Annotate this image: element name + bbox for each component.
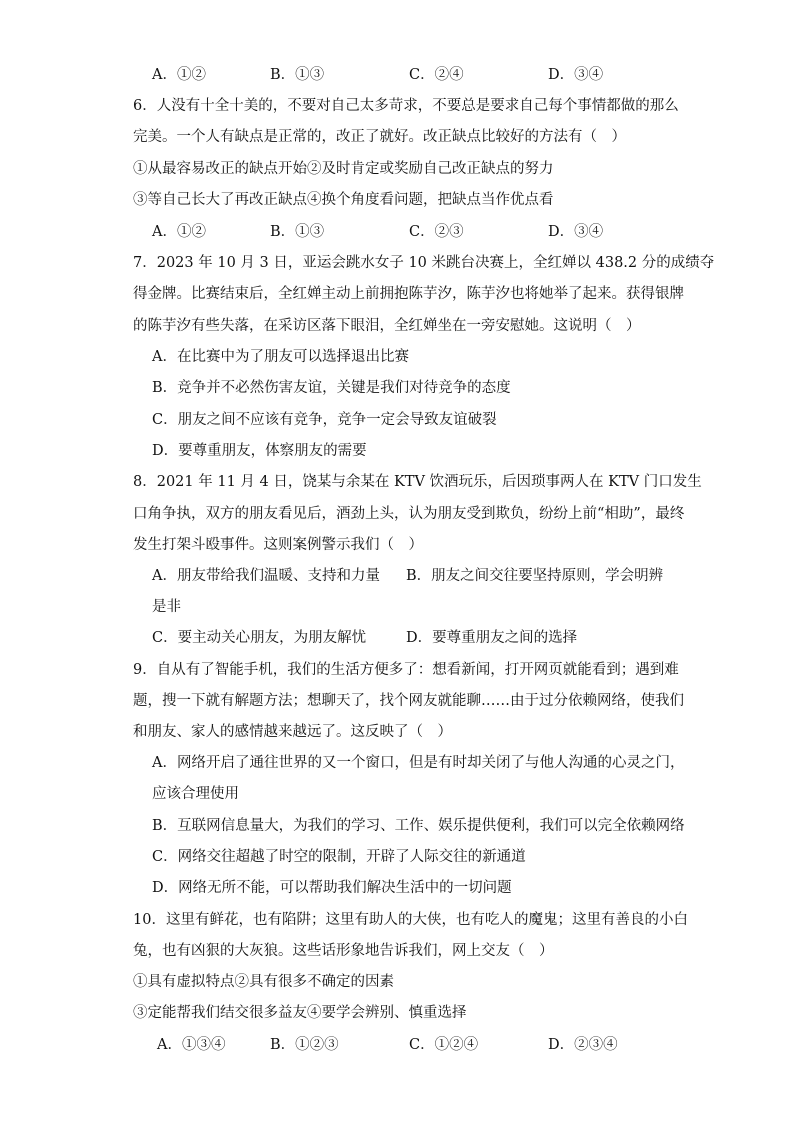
q10-option-b: B．①②③ xyxy=(270,1037,339,1053)
q5-option-b: B．①③ xyxy=(270,67,325,83)
q6-stem-line-2: 完美。一个人有缺点是正常的，改正了就好。改正缺点比较好的方法有（ ） xyxy=(133,129,626,145)
q5-option-c: C．②④ xyxy=(409,67,464,83)
q7-option-a: A．在比赛中为了朋友可以选择退出比赛 xyxy=(152,349,409,365)
q7-option-d: D．要尊重朋友，体察朋友的需要 xyxy=(152,443,367,459)
q8-options-row-1 xyxy=(152,566,752,586)
q5-option-d: D．③④ xyxy=(548,67,604,83)
q6-option-a: A．①② xyxy=(152,224,206,240)
q6-option-d: D．③④ xyxy=(548,224,604,240)
q8-stem-line-3: 发生打架斗殴事件。这则案例警示我们（ ） xyxy=(133,537,423,553)
q7-stem-line-3: 的陈芋汐有些失落，在采访区落下眼泪，全红婵坐在一旁安慰她。这说明（ ） xyxy=(133,318,641,334)
q8-option-d: D．要尊重朋友之间的选择 xyxy=(406,630,578,646)
q10-option-d: D．②③④ xyxy=(548,1037,618,1053)
q7-stem-line-2: 得金牌。比赛结束后，全红婵主动上前拥抱陈芋汐，陈芋汐也将她举了起来。获得银牌 xyxy=(133,286,684,302)
q8-option-c: C．要主动关心朋友，为朋友解忧 xyxy=(152,630,367,646)
q9-option-c: C．网络交往超越了时空的限制，开辟了人际交往的新通道 xyxy=(152,849,526,865)
q6-statements-line-2: ③等自己长大了再改正缺点④换个角度看问题，把缺点当作优点看 xyxy=(133,192,554,208)
q10-stem-line-2: 兔，也有凶狠的大灰狼。这些话形象地告诉我们，网上交友（ ） xyxy=(133,943,554,959)
q8-options-row-2 xyxy=(152,628,752,648)
q8-stem-line-2: 口角争执，双方的朋友看见后，酒劲上头，认为朋友受到欺负，纷纷上前“相助”，最终 xyxy=(133,506,685,522)
q8-stem-line-1: 8．2021 年 11 月 4 日，饶某与余某在 KTV 饮酒玩乐，后因琐事两人在 KTV 门口发生 xyxy=(133,474,702,490)
q7-option-b: B．竞争并不必然伤害友谊，关键是我们对待竞争的态度 xyxy=(152,380,511,396)
q8-option-b: B．朋友之间交往要坚持原则，学会明辨 xyxy=(406,568,664,584)
q9-stem-line-1: 9．自从有了智能手机，我们的生活方便多了：想看新闻，打开网页就能看到；遇到难 xyxy=(133,662,679,678)
q6-statements-line-1: ①从最容易改正的缺点开始②及时肯定或奖励自己改正缺点的努力 xyxy=(133,161,554,177)
q10-stem-line-1: 10．这里有鲜花，也有陷阱；这里有助人的大侠，也有吃人的魔鬼；这里有善良的小白 xyxy=(133,912,688,928)
q9-option-b: B．互联网信息量大，为我们的学习、工作、娱乐提供便利，我们可以完全依赖网络 xyxy=(152,818,685,834)
q9-option-a: A．网络开启了通往世界的又一个窗口，但是有时却关闭了与他人沟通的心灵之门， xyxy=(152,755,685,771)
q10-option-a: A．①③④ xyxy=(157,1037,226,1053)
q10-options xyxy=(157,1035,757,1055)
q5-options xyxy=(152,65,752,85)
q9-stem-line-2: 题，搜一下就有解题方法；想聊天了，找个网友就能聊……由于过分依赖网络，使我们 xyxy=(133,693,684,709)
q9-stem-line-3: 和朋友、家人的感情越来越远了。这反映了（ ） xyxy=(133,724,452,740)
q9-option-d: D．网络无所不能，可以帮助我们解决生活中的一切问题 xyxy=(152,880,512,896)
q6-option-c: C．②③ xyxy=(409,224,464,240)
q10-statements-line-1: ①具有虚拟特点②具有很多不确定的因素 xyxy=(133,974,394,990)
q6-options xyxy=(152,222,752,242)
q10-option-c: C．①②④ xyxy=(409,1037,479,1053)
q10-statements-line-2: ③定能帮我们结交很多益友④要学会辨别、慎重选择 xyxy=(133,1005,467,1021)
q5-option-a: A．①② xyxy=(152,67,206,83)
q8-option-a: A．朋友带给我们温暖、支持和力量 xyxy=(152,568,380,584)
q7-stem-line-1: 7．2023 年 10 月 3 日，亚运会跳水女子 10 米跳台决赛上，全红婵以 438.2 分的成绩夺 xyxy=(133,255,715,271)
q6-stem-line-1: 6．人没有十全十美的，不要对自己太多苛求，不要总是要求自己每个事情都做的那么 xyxy=(133,98,679,114)
q8-option-b-continued: 是非 xyxy=(152,599,181,615)
q6-option-b: B．①③ xyxy=(270,224,325,240)
q9-option-a-continued: 应该合理使用 xyxy=(152,786,239,802)
q7-option-c: C．朋友之间不应该有竞争，竞争一定会导致友谊破裂 xyxy=(152,412,497,428)
